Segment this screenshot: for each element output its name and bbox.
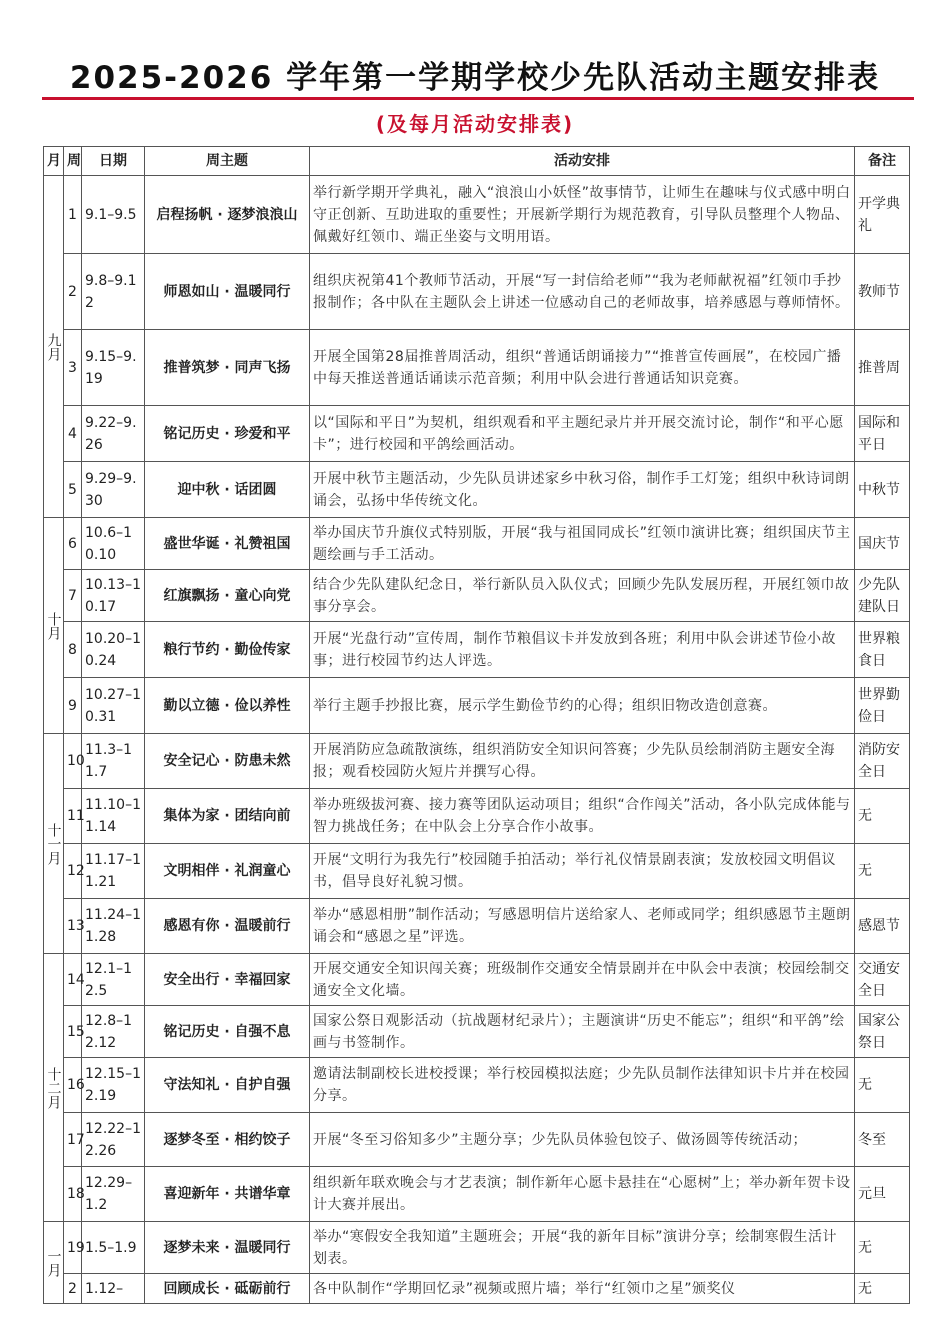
week-cell: 12 (64, 844, 82, 899)
note-cell: 感恩节 (855, 899, 910, 954)
month-cell: 一月 (44, 1222, 64, 1304)
note-cell: 无 (855, 1058, 910, 1113)
theme-cell: 回顾成长 · 砥砺前行 (145, 1274, 310, 1304)
theme-cell: 勤以立德 · 俭以养性 (145, 678, 310, 734)
activity-cell: 举办国庆节升旗仪式特别版，开展“我与祖国同成长”红领巾演讲比赛；组织国庆节主题绘画与手工活动。 (310, 518, 855, 570)
table-row (44, 1274, 910, 1304)
theme-cell: 推普筑梦 · 同声飞扬 (145, 330, 310, 406)
week-cell: 6 (64, 518, 82, 570)
theme-cell: 粮行节约 · 勤俭传家 (145, 622, 310, 678)
week-cell: 2 (64, 1274, 82, 1304)
week-cell: 16 (64, 1058, 82, 1113)
week-cell: 2 (64, 254, 82, 330)
week-cell: 18 (64, 1167, 82, 1222)
note-cell: 国家公祭日 (855, 1006, 910, 1058)
note-cell: 交通安全日 (855, 954, 910, 1006)
activity-cell: 开展“冬至习俗知多少”主题分享；少先队员体验包饺子、做汤圆等传统活动； (310, 1113, 855, 1167)
week-cell: 3 (64, 330, 82, 406)
week-cell: 9 (64, 678, 82, 734)
activity-cell: 举办“感恩相册”制作活动；写感恩明信片送给家人、老师或同学；组织感恩节主题朗诵会和“感恩之星”评选。 (310, 899, 855, 954)
note-cell: 世界粮食日 (855, 622, 910, 678)
week-cell: 11 (64, 789, 82, 844)
header-date: 日期 (82, 147, 145, 176)
activity-cell: 举办班级拔河赛、接力赛等团队运动项目；组织“合作闯关”活动，各小队完成体能与智力挑战任务；在中队会上分享合作小故事。 (310, 789, 855, 844)
activity-cell: 结合少先队建队纪念日，举行新队员入队仪式；回顾少先队发展历程，开展红领巾故事分享会。 (310, 570, 855, 622)
table-row (44, 844, 910, 899)
week-cell: 10 (64, 734, 82, 789)
week-cell: 1 (64, 176, 82, 254)
theme-cell: 铭记历史 · 珍爱和平 (145, 406, 310, 462)
page-subtitle: (及每月活动安排表) (375, 112, 575, 136)
activity-cell: 举行新学期开学典礼，融入“浪浪山小妖怪”故事情节，让师生在趣味与仪式感中明白守正创新、互助进取的重要性；开展新学期行为规范教育，引导队员整理个人物品、佩戴好红领巾、端正坐姿与文明用语。 (310, 176, 855, 254)
date-cell: 10.20–10.24 (82, 622, 145, 678)
title-underline (42, 97, 914, 100)
theme-cell: 安全出行 · 幸福回家 (145, 954, 310, 1006)
note-cell: 国庆节 (855, 518, 910, 570)
date-cell: 1.5–1.9 (82, 1222, 145, 1274)
page-title: 2025-2026 学年第一学期学校少先队活动主题安排表 (69, 60, 881, 96)
theme-cell: 铭记历史 · 自强不息 (145, 1006, 310, 1058)
date-cell: 11.24–11.28 (82, 899, 145, 954)
header-week: 周 (64, 147, 82, 176)
theme-cell: 师恩如山 · 温暖同行 (145, 254, 310, 330)
date-cell: 12.1–12.5 (82, 954, 145, 1006)
activity-cell: 组织新年联欢晚会与才艺表演；制作新年心愿卡悬挂在“心愿树”上；举办新年贺卡设计大赛并展出。 (310, 1167, 855, 1222)
theme-cell: 文明相伴 · 礼润童心 (145, 844, 310, 899)
theme-cell: 集体为家 · 团结向前 (145, 789, 310, 844)
activity-cell: 开展消防应急疏散演练，组织消防安全知识问答赛；少先队员绘制消防主题安全海报；观看校园防火短片并撰写心得。 (310, 734, 855, 789)
table-row (44, 622, 910, 678)
note-cell: 教师节 (855, 254, 910, 330)
schedule-body (44, 176, 910, 1304)
week-cell: 15 (64, 1006, 82, 1058)
date-cell: 11.17–11.21 (82, 844, 145, 899)
note-cell: 冬至 (855, 1113, 910, 1167)
week-cell: 4 (64, 406, 82, 462)
table-row (44, 789, 910, 844)
date-cell: 12.15–12.19 (82, 1058, 145, 1113)
date-cell: 9.22–9.26 (82, 406, 145, 462)
table-row (44, 899, 910, 954)
table-row (44, 254, 910, 330)
activity-cell: 国家公祭日观影活动（抗战题材纪录片）；主题演讲“历史不能忘”；组织“和平鸽”绘画与书签制作。 (310, 1006, 855, 1058)
activity-cell: 以“国际和平日”为契机，组织观看和平主题纪录片并开展交流讨论，制作“和平心愿卡”；进行校园和平鸽绘画活动。 (310, 406, 855, 462)
table-row (44, 1167, 910, 1222)
week-cell: 13 (64, 899, 82, 954)
date-cell: 12.29–1.2 (82, 1167, 145, 1222)
theme-cell: 逐梦未来 · 温暖同行 (145, 1222, 310, 1274)
month-cell: 十二月 (44, 954, 64, 1222)
note-cell: 少先队建队日 (855, 570, 910, 622)
date-cell: 9.29–9.30 (82, 462, 145, 518)
note-cell: 国际和平日 (855, 406, 910, 462)
activity-cell: 开展“光盘行动”宣传周，制作节粮倡议卡并发放到各班；利用中队会讲述节俭小故事；进行校园节约达人评选。 (310, 622, 855, 678)
week-cell: 7 (64, 570, 82, 622)
theme-cell: 安全记心 · 防患未然 (145, 734, 310, 789)
date-cell: 11.10–11.14 (82, 789, 145, 844)
date-cell: 1.12– (82, 1274, 145, 1304)
theme-cell: 迎中秋 · 话团圆 (145, 462, 310, 518)
theme-cell: 感恩有你 · 温暖前行 (145, 899, 310, 954)
date-cell: 10.6–10.10 (82, 518, 145, 570)
month-cell: 十一月 (44, 734, 64, 954)
month-cell: 九月 (44, 176, 64, 518)
week-cell: 8 (64, 622, 82, 678)
schedule-table (43, 146, 910, 1304)
note-cell: 消防安全日 (855, 734, 910, 789)
header-theme: 周主题 (145, 147, 310, 176)
table-row (44, 678, 910, 734)
week-cell: 19 (64, 1222, 82, 1274)
header-activity: 活动安排 (310, 147, 855, 176)
theme-cell: 盛世华诞 · 礼赞祖国 (145, 518, 310, 570)
date-cell: 10.27–10.31 (82, 678, 145, 734)
table-header-row (44, 147, 910, 176)
table-row (44, 518, 910, 570)
month-cell: 十月 (44, 518, 64, 734)
table-row (44, 1222, 910, 1274)
week-cell: 14 (64, 954, 82, 1006)
activity-cell: 开展全国第28届推普周活动，组织“普通话朗诵接力”“推普宣传画展”，在校园广播中每天推送普通话诵读示范音频；利用中队会进行普通话知识竞赛。 (310, 330, 855, 406)
note-cell: 无 (855, 1274, 910, 1304)
activity-cell: 开展“文明行为我先行”校园随手拍活动；举行礼仪情景剧表演；发放校园文明倡议书，倡导良好礼貌习惯。 (310, 844, 855, 899)
table-row (44, 954, 910, 1006)
table-row (44, 1058, 910, 1113)
activity-cell: 组织庆祝第41个教师节活动，开展“写一封信给老师”“我为老师献祝福”红领巾手抄报制作；各中队在主题队会上讲述一位感动自己的老师故事，培养感恩与尊师情怀。 (310, 254, 855, 330)
activity-cell: 开展中秋节主题活动，少先队员讲述家乡中秋习俗，制作手工灯笼；组织中秋诗词朗诵会，弘扬中华传统文化。 (310, 462, 855, 518)
table-row (44, 330, 910, 406)
date-cell: 9.8–9.12 (82, 254, 145, 330)
note-cell: 无 (855, 844, 910, 899)
note-cell: 开学典礼 (855, 176, 910, 254)
note-cell: 元旦 (855, 1167, 910, 1222)
theme-cell: 启程扬帆 · 逐梦浪浪山 (145, 176, 310, 254)
date-cell: 11.3–11.7 (82, 734, 145, 789)
note-cell: 无 (855, 789, 910, 844)
header-note: 备注 (855, 147, 910, 176)
theme-cell: 逐梦冬至 · 相约饺子 (145, 1113, 310, 1167)
date-cell: 12.22–12.26 (82, 1113, 145, 1167)
table-row (44, 1006, 910, 1058)
activity-cell: 邀请法制副校长进校授课；举行校园模拟法庭；少先队员制作法律知识卡片并在校园分享。 (310, 1058, 855, 1113)
table-row (44, 176, 910, 254)
note-cell: 世界勤俭日 (855, 678, 910, 734)
table-row (44, 1113, 910, 1167)
table-row (44, 734, 910, 789)
table-row (44, 462, 910, 518)
theme-cell: 喜迎新年 · 共谱华章 (145, 1167, 310, 1222)
week-cell: 17 (64, 1113, 82, 1167)
date-cell: 12.8–12.12 (82, 1006, 145, 1058)
header-month: 月 (44, 147, 64, 176)
theme-cell: 红旗飘扬 · 童心向党 (145, 570, 310, 622)
note-cell: 中秋节 (855, 462, 910, 518)
activity-cell: 举办“寒假安全我知道”主题班会；开展“我的新年目标”演讲分享；绘制寒假生活计划表。 (310, 1222, 855, 1274)
date-cell: 10.13–10.17 (82, 570, 145, 622)
date-cell: 9.15–9.19 (82, 330, 145, 406)
table-row (44, 570, 910, 622)
activity-cell: 开展交通安全知识闯关赛；班级制作交通安全情景剧并在中队会中表演；校园绘制交通安全文化墙。 (310, 954, 855, 1006)
note-cell: 推普周 (855, 330, 910, 406)
week-cell: 5 (64, 462, 82, 518)
activity-cell: 各中队制作“学期回忆录”视频或照片墙；举行“红领巾之星”颁奖仪 (310, 1274, 855, 1304)
note-cell: 无 (855, 1222, 910, 1274)
theme-cell: 守法知礼 · 自护自强 (145, 1058, 310, 1113)
activity-cell: 举行主题手抄报比赛，展示学生勤俭节约的心得；组织旧物改造创意赛。 (310, 678, 855, 734)
table-row (44, 406, 910, 462)
date-cell: 9.1–9.5 (82, 176, 145, 254)
